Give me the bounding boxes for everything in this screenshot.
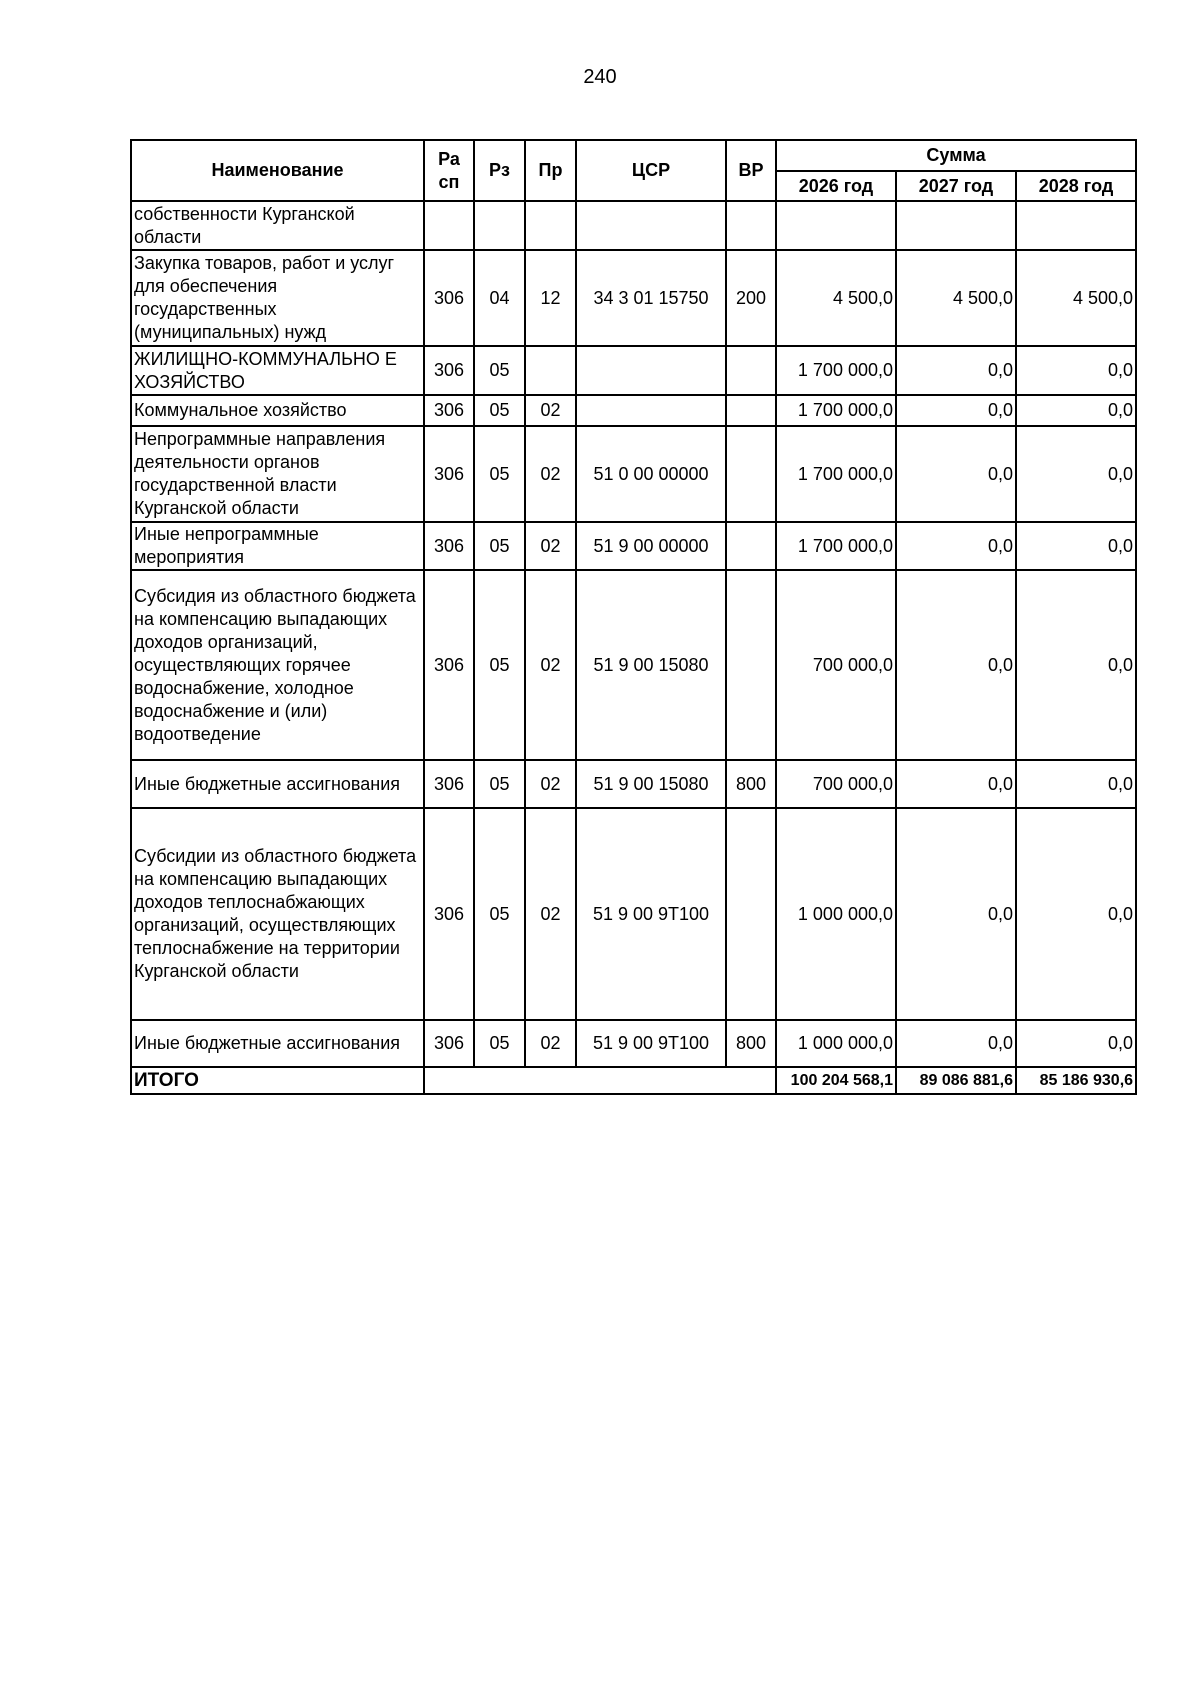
header-year-2028: 2028 год xyxy=(1016,171,1136,201)
row-2026: 1 000 000,0 xyxy=(776,1020,896,1067)
row-rasp: 306 xyxy=(424,346,474,395)
row-csr xyxy=(576,346,726,395)
header-year-2027: 2027 год xyxy=(896,171,1016,201)
table-row xyxy=(131,395,1136,426)
row-rz: 05 xyxy=(474,1020,525,1067)
row-csr: 51 9 00 9Т100 xyxy=(576,1020,726,1067)
table-row xyxy=(131,250,1136,346)
row-2028: 0,0 xyxy=(1016,1020,1136,1067)
row-2026: 4 500,0 xyxy=(776,250,896,346)
row-csr: 51 9 00 15080 xyxy=(576,760,726,808)
row-2028: 0,0 xyxy=(1016,346,1136,395)
row-2026: 1 700 000,0 xyxy=(776,426,896,522)
row-rz: 05 xyxy=(474,395,525,426)
row-rz xyxy=(474,201,525,250)
header-sum: Сумма xyxy=(776,140,1136,171)
row-pr xyxy=(525,201,576,250)
table-row xyxy=(131,201,1136,250)
header-csr: ЦСР xyxy=(576,140,726,201)
row-pr: 02 xyxy=(525,522,576,570)
total-empty-cell xyxy=(474,1067,525,1094)
row-rz: 05 xyxy=(474,570,525,760)
row-2028: 0,0 xyxy=(1016,808,1136,1020)
row-csr: 34 3 01 15750 xyxy=(576,250,726,346)
row-name: Субсидии из областного бюджета на компенсацию выпадающих доходов теплоснабжающих организаций, осуществляющих теплоснабжение на территории Курганской области xyxy=(131,808,424,1020)
budget-table xyxy=(130,139,1137,1095)
row-2027: 4 500,0 xyxy=(896,250,1016,346)
row-vr: 200 xyxy=(726,250,776,346)
page-number: 240 xyxy=(583,66,617,88)
header-rz: Рз xyxy=(474,140,525,201)
row-2028: 0,0 xyxy=(1016,426,1136,522)
row-pr: 02 xyxy=(525,760,576,808)
row-name: Закупка товаров, работ и услуг для обеспечения государственных (муниципальных) нужд xyxy=(131,250,424,346)
row-2028: 4 500,0 xyxy=(1016,250,1136,346)
total-label: ИТОГО xyxy=(131,1067,424,1094)
row-2026: 1 700 000,0 xyxy=(776,395,896,426)
row-rasp: 306 xyxy=(424,250,474,346)
row-rasp xyxy=(424,201,474,250)
total-2027: 89 086 881,6 xyxy=(896,1067,1016,1094)
row-2027: 0,0 xyxy=(896,760,1016,808)
row-rasp: 306 xyxy=(424,570,474,760)
table-row xyxy=(131,808,1136,1020)
row-2028: 0,0 xyxy=(1016,522,1136,570)
row-name: Коммунальное хозяйство xyxy=(131,395,424,426)
row-2027: 0,0 xyxy=(896,522,1016,570)
row-rasp: 306 xyxy=(424,1020,474,1067)
row-csr: 51 9 00 00000 xyxy=(576,522,726,570)
row-pr: 12 xyxy=(525,250,576,346)
row-vr xyxy=(726,522,776,570)
row-pr: 02 xyxy=(525,808,576,1020)
row-2026: 700 000,0 xyxy=(776,570,896,760)
table-body xyxy=(131,201,1136,1094)
row-pr: 02 xyxy=(525,570,576,760)
total-row xyxy=(131,1067,1136,1094)
total-2026: 100 204 568,1 xyxy=(776,1067,896,1094)
total-empty-cell xyxy=(726,1067,776,1094)
row-2026: 1 700 000,0 xyxy=(776,346,896,395)
header-vr: ВР xyxy=(726,140,776,201)
row-pr: 02 xyxy=(525,395,576,426)
row-name: Иные бюджетные ассигнования xyxy=(131,760,424,808)
row-vr xyxy=(726,426,776,522)
row-name: собственности Курганской области xyxy=(131,201,424,250)
table-row xyxy=(131,570,1136,760)
row-rasp: 306 xyxy=(424,808,474,1020)
table-row xyxy=(131,346,1136,395)
row-2027: 0,0 xyxy=(896,346,1016,395)
row-2027: 0,0 xyxy=(896,570,1016,760)
row-rz: 05 xyxy=(474,808,525,1020)
row-name: Непрограммные направления деятельности органов государственной власти Курганской области xyxy=(131,426,424,522)
row-pr: 02 xyxy=(525,426,576,522)
row-vr xyxy=(726,201,776,250)
table-header xyxy=(131,140,1136,201)
row-rasp: 306 xyxy=(424,395,474,426)
row-2028: 0,0 xyxy=(1016,395,1136,426)
row-rasp: 306 xyxy=(424,522,474,570)
row-csr: 51 9 00 15080 xyxy=(576,570,726,760)
row-rasp: 306 xyxy=(424,426,474,522)
row-rz: 05 xyxy=(474,760,525,808)
row-name: Иные непрограммные мероприятия xyxy=(131,522,424,570)
row-vr xyxy=(726,395,776,426)
row-2027: 0,0 xyxy=(896,395,1016,426)
row-csr xyxy=(576,395,726,426)
row-2027: 0,0 xyxy=(896,1020,1016,1067)
row-vr xyxy=(726,808,776,1020)
table-row xyxy=(131,522,1136,570)
row-rasp: 306 xyxy=(424,760,474,808)
total-2028: 85 186 930,6 xyxy=(1016,1067,1136,1094)
row-vr xyxy=(726,570,776,760)
row-2026 xyxy=(776,201,896,250)
row-2027 xyxy=(896,201,1016,250)
header-pr: Пр xyxy=(525,140,576,201)
row-csr xyxy=(576,201,726,250)
total-empty-cell xyxy=(424,1067,474,1094)
row-name: Субсидия из областного бюджета на компенсацию выпадающих доходов организаций, осуществляющих горячее водоснабжение, холодное водоснабжение и (или) водоотведение xyxy=(131,570,424,760)
row-name: Иные бюджетные ассигнования xyxy=(131,1020,424,1067)
row-2028: 0,0 xyxy=(1016,570,1136,760)
row-pr xyxy=(525,346,576,395)
header-rasp: Ра сп xyxy=(424,140,474,201)
total-empty-cell xyxy=(576,1067,726,1094)
total-empty-cell xyxy=(525,1067,576,1094)
row-name: ЖИЛИЩНО-КОММУНАЛЬНО Е ХОЗЯЙСТВО xyxy=(131,346,424,395)
row-2027: 0,0 xyxy=(896,426,1016,522)
row-pr: 02 xyxy=(525,1020,576,1067)
row-2028 xyxy=(1016,201,1136,250)
row-vr xyxy=(726,346,776,395)
table-row xyxy=(131,426,1136,522)
row-rz: 04 xyxy=(474,250,525,346)
row-2026: 1 000 000,0 xyxy=(776,808,896,1020)
row-vr: 800 xyxy=(726,760,776,808)
row-rz: 05 xyxy=(474,522,525,570)
row-vr: 800 xyxy=(726,1020,776,1067)
row-csr: 51 9 00 9Т100 xyxy=(576,808,726,1020)
header-year-2026: 2026 год xyxy=(776,171,896,201)
row-rz: 05 xyxy=(474,346,525,395)
table-row xyxy=(131,760,1136,808)
row-2026: 1 700 000,0 xyxy=(776,522,896,570)
row-2028: 0,0 xyxy=(1016,760,1136,808)
table-row xyxy=(131,1020,1136,1067)
row-csr: 51 0 00 00000 xyxy=(576,426,726,522)
row-2027: 0,0 xyxy=(896,808,1016,1020)
row-2026: 700 000,0 xyxy=(776,760,896,808)
row-rz: 05 xyxy=(474,426,525,522)
header-name: Наименование xyxy=(131,140,424,201)
